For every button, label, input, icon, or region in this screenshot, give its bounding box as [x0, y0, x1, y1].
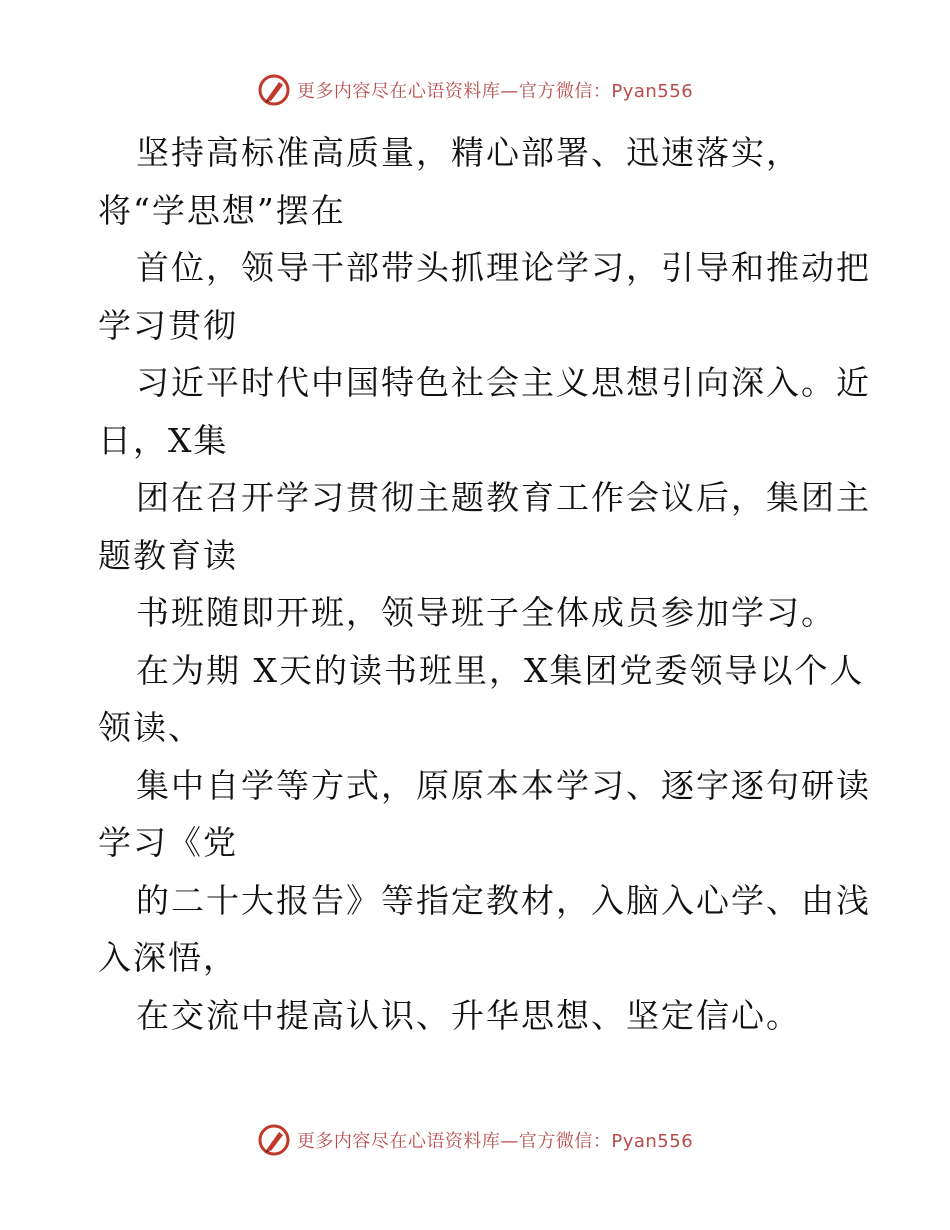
- footer-banner: [0, 1120, 950, 1160]
- text-line: 集中自学等方式，原原本本学习、逐字逐句研读: [136, 765, 871, 805]
- header-banner-text: 更多内容尽在心语资料库—官方微信：Pyan556: [296, 81, 694, 102]
- text-line: 将“学思想”摆在: [98, 190, 346, 230]
- footer-banner-text: 更多内容尽在心语资料库—官方微信：Pyan556: [296, 1131, 694, 1152]
- text-line: 在为期 X天的读书班里，X集团党委领导以个人: [136, 650, 865, 690]
- text-line: 首位，领导干部带头抓理论学习，引导和推动把: [136, 248, 871, 287]
- text-line: 坚持高标准高质量，精心部署、迅速落实，: [136, 133, 801, 172]
- text-line: 题教育读: [98, 535, 238, 575]
- text-line: 入深悟，: [98, 938, 238, 977]
- text-line: 的二十大报告》等指定教材，入脑入心学、由浅: [136, 880, 871, 920]
- pen-nib-logo-icon: [257, 73, 291, 107]
- text-line: 在交流中提高认识、升华思想、坚定信心。: [136, 995, 801, 1035]
- text-line: 习近平时代中国特色社会主义思想引向深入。近: [136, 363, 871, 402]
- text-line: 学习《党: [98, 823, 238, 862]
- text-line: 领读、: [98, 708, 203, 747]
- text-line: 学习贯彻: [98, 305, 238, 345]
- text-line: 团在召开学习贯彻主题教育工作会议后，集团主: [136, 478, 871, 517]
- text-line: 书班随即开班，领导班子全体成员参加学习。: [136, 593, 836, 632]
- text-line: 日，X集: [98, 420, 229, 460]
- pen-nib-logo-icon: [257, 1123, 291, 1157]
- header-banner: [0, 70, 950, 110]
- document-body: [98, 124, 871, 1044]
